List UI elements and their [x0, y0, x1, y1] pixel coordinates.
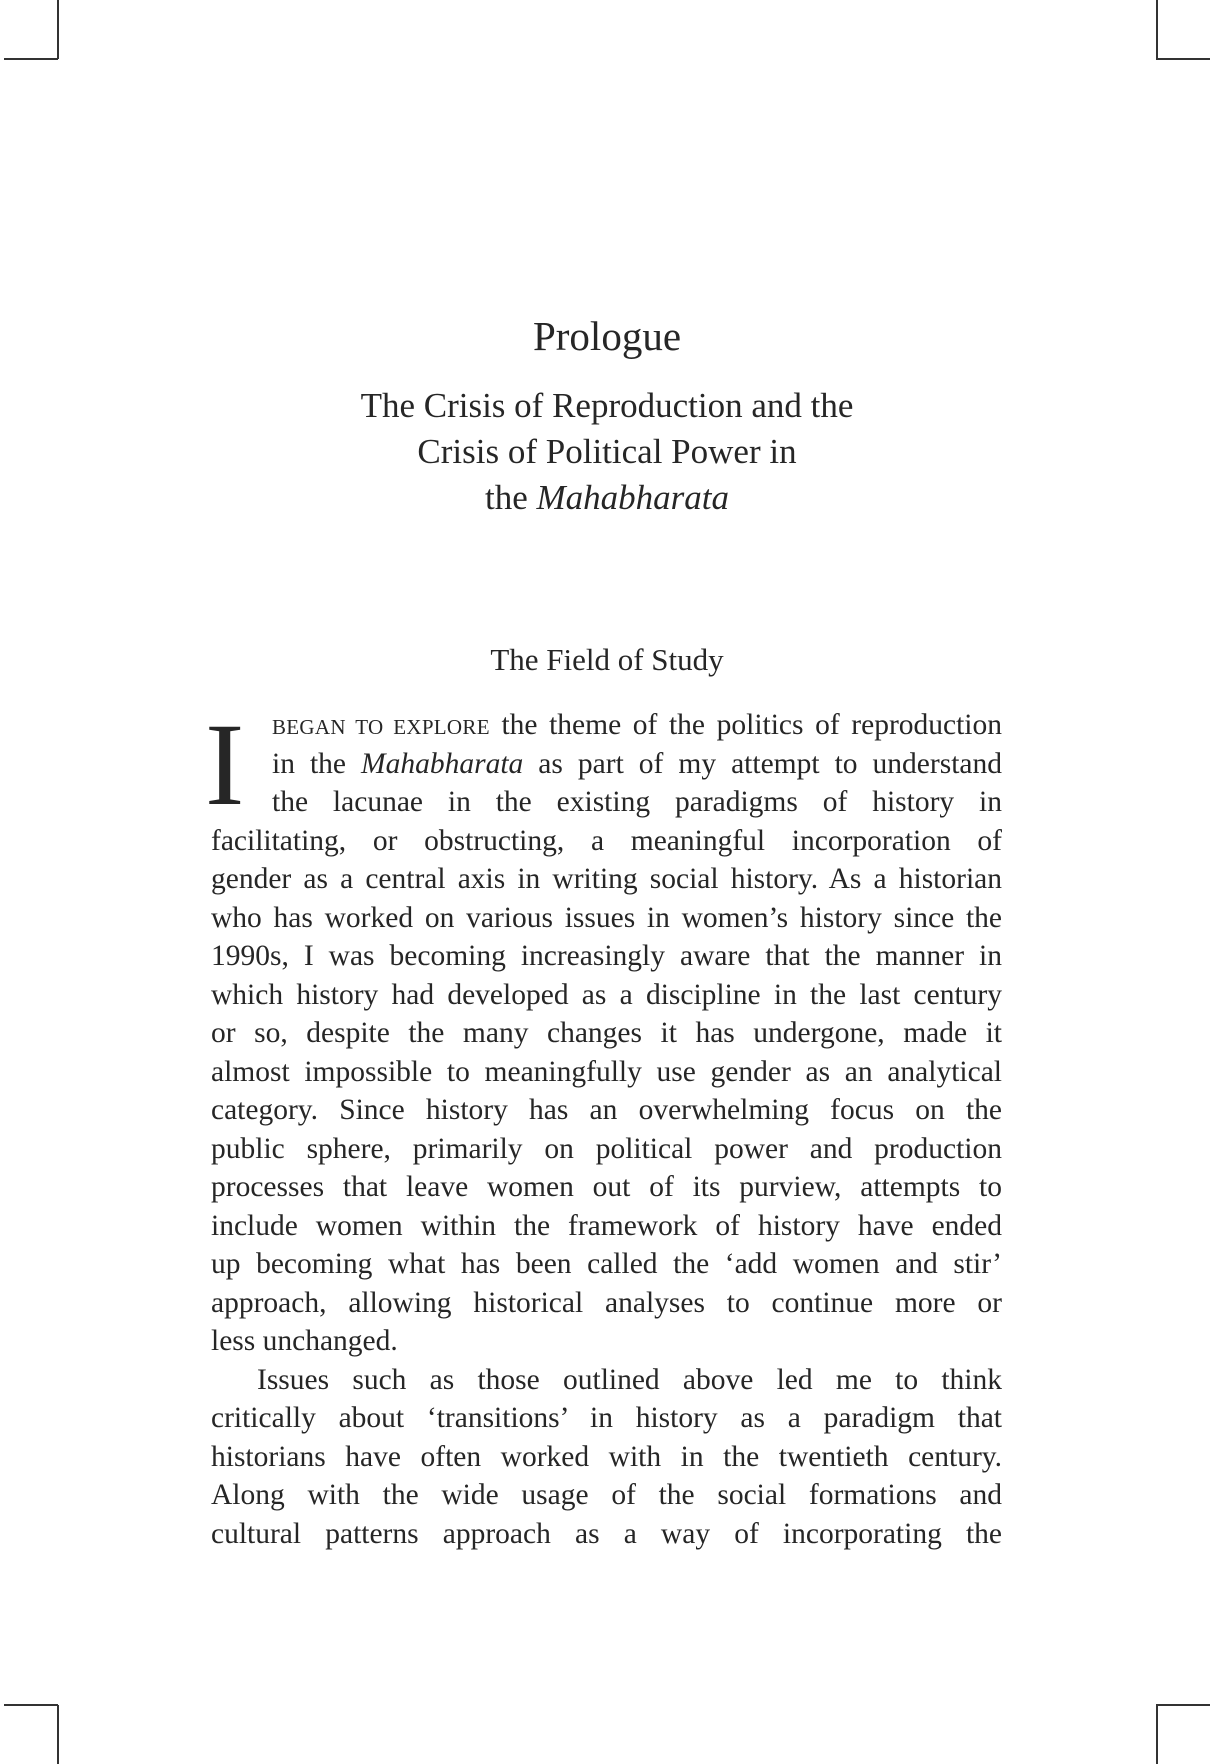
- crop-mark-bottom-left-h: [4, 1704, 58, 1706]
- line-text: the theme of the politics of reproduction: [489, 709, 1002, 741]
- chapter-title-line-3: [0, 478, 1214, 518]
- body-line: who has worked on various issues in women’s history since the: [211, 901, 1002, 934]
- body-line: the lacunae in the existing paradigms of history in: [272, 786, 1002, 818]
- title-italic: Mahabharata: [536, 478, 729, 517]
- body-line: Along with the wide usage of the social formations and: [211, 1479, 1002, 1511]
- section-heading: The Field of Study: [490, 642, 724, 677]
- body-line: which history had developed as a discipline in the last century: [211, 978, 1002, 1011]
- body-line: approach, allowing historical analyses to continue more or: [211, 1286, 1002, 1319]
- italic-title: Mahabharata: [361, 747, 524, 780]
- body-line: facilitating, or obstructing, a meaningful incorporation of: [211, 824, 1002, 857]
- small-caps-opening: BEGAN TO EXPLORE: [272, 715, 490, 739]
- body-line: include women within the framework of history have ended: [211, 1209, 1002, 1242]
- chapter-label: Prologue: [532, 313, 682, 359]
- chapter-title-line-1: The Crisis of Reproduction and the: [360, 386, 854, 425]
- crop-mark-bottom-right-v: [1156, 1705, 1158, 1764]
- body-line: category. Since history has an overwhelming focus on the: [211, 1094, 1002, 1126]
- drop-cap: I: [205, 699, 245, 830]
- body-line: public sphere, primarily on political power and production: [211, 1132, 1002, 1165]
- body-line: cultural patterns approach as a way of incorporating the: [211, 1517, 1002, 1550]
- crop-mark-top-right-h: [1156, 58, 1210, 60]
- body-line: or so, despite the many changes it has undergone, made it: [211, 1017, 1002, 1049]
- line-text: as part of my attempt to understand: [523, 747, 1002, 780]
- body-line: almost impossible to meaningfully use gender as an analytical: [211, 1055, 1002, 1088]
- body-line: up becoming what has been called the ‘add women and stir’: [211, 1248, 1002, 1280]
- crop-mark-top-left-v: [57, 0, 59, 59]
- body-line: historians have often worked with in the twentieth century.: [211, 1440, 1002, 1473]
- crop-mark-top-left-h: [4, 58, 58, 60]
- title-prefix: the: [484, 478, 537, 517]
- body-line: 1990s, I was becoming increasingly aware that the manner in: [211, 940, 1002, 972]
- body-line: [272, 706, 1002, 744]
- crop-mark-bottom-left-v: [57, 1705, 59, 1764]
- line-text: in the: [272, 747, 362, 780]
- body-line: processes that leave women out of its purview, attempts to: [211, 1171, 1002, 1203]
- body-line: Issues such as those outlined above led me to think: [257, 1363, 1002, 1396]
- body-line: less unchanged.: [211, 1325, 398, 1357]
- chapter-title-line-2: Crisis of Political Power in: [417, 432, 797, 471]
- crop-mark-bottom-right-h: [1156, 1704, 1210, 1706]
- body-line: [272, 745, 1002, 783]
- body-line: gender as a central axis in writing social history. As a historian: [211, 863, 1002, 895]
- body-line: critically about ‘transitions’ in history as a paradigm that: [211, 1402, 1002, 1434]
- crop-mark-top-right-v: [1156, 0, 1158, 59]
